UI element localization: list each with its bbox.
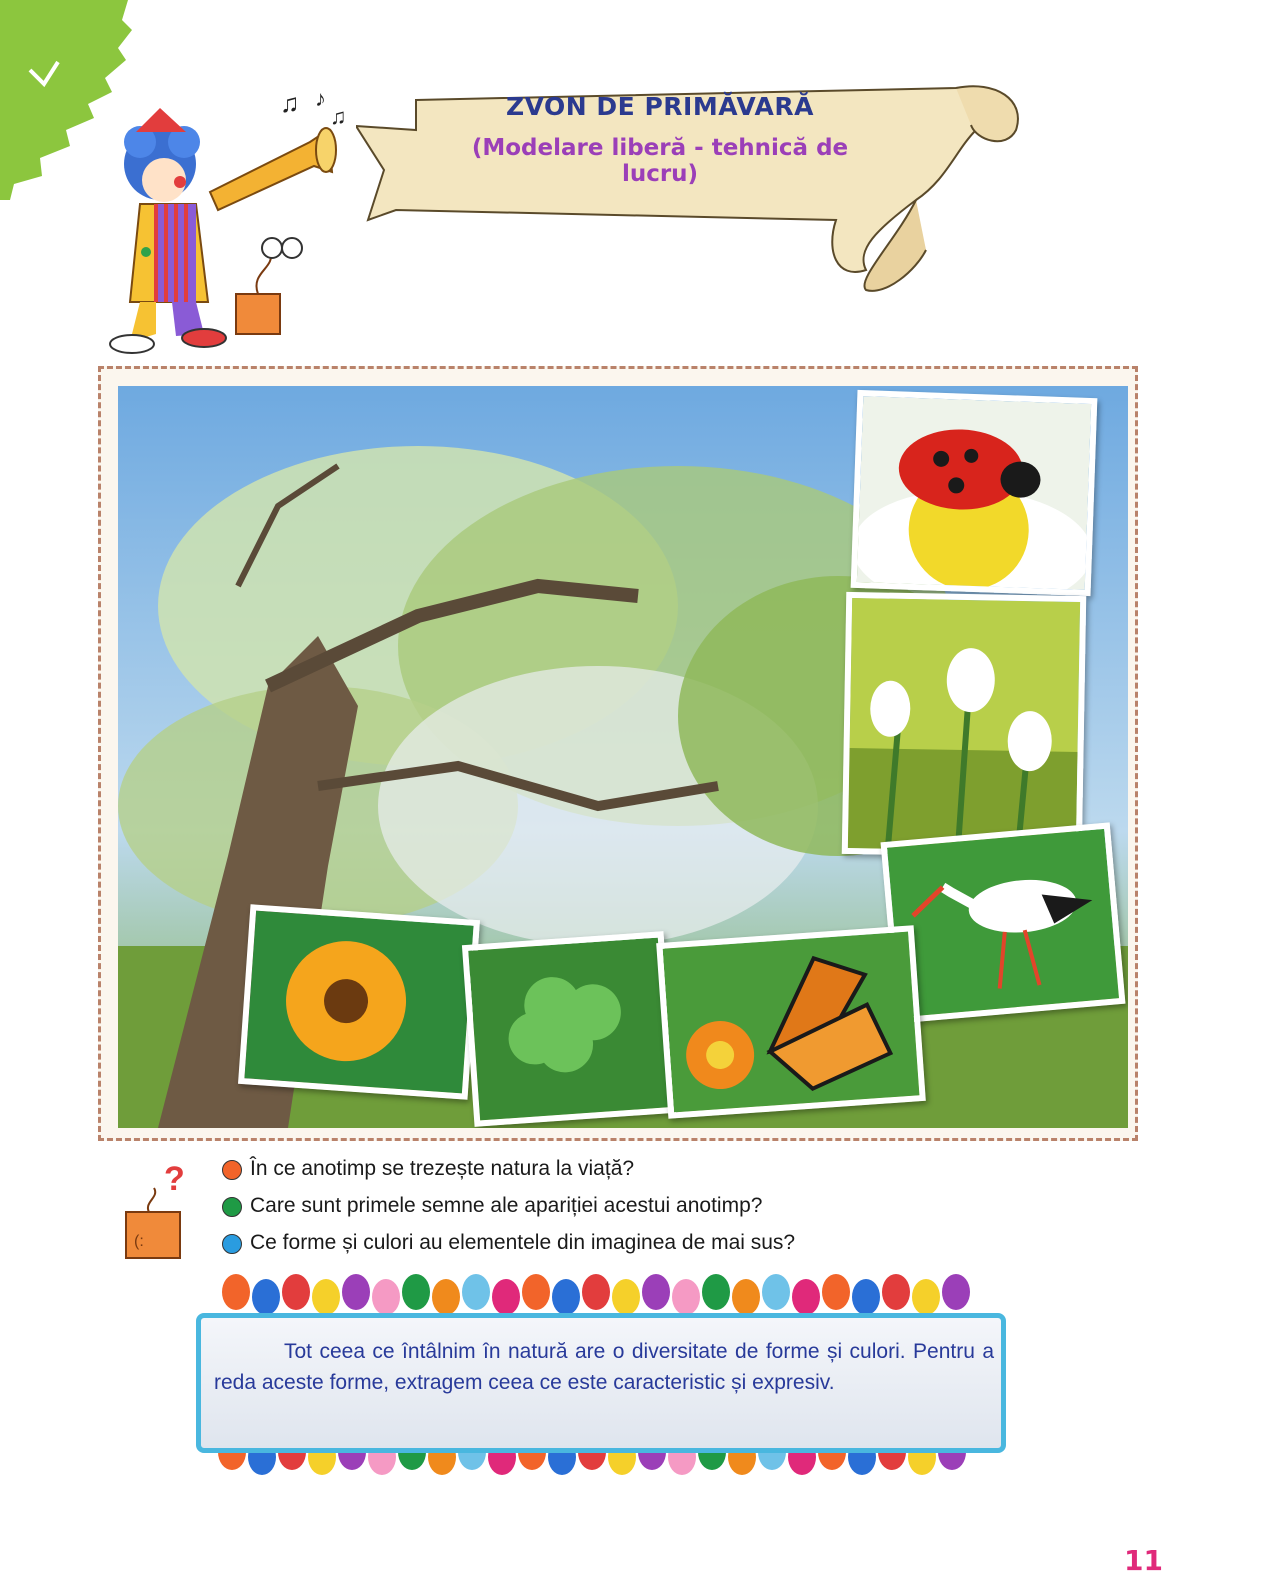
svg-text:♫: ♫ <box>280 88 300 118</box>
balloon <box>642 1274 670 1310</box>
clover-photo <box>462 931 676 1127</box>
balloon <box>762 1274 790 1310</box>
green-bullet-icon <box>222 1197 242 1217</box>
balloon <box>402 1274 430 1310</box>
svg-text:♫: ♫ <box>330 104 347 129</box>
balloon <box>312 1279 340 1315</box>
balloon <box>672 1279 700 1315</box>
balloon <box>612 1279 640 1315</box>
snowdrops-photo <box>842 592 1087 858</box>
clown-trumpeter-illustration <box>100 72 360 362</box>
ladybug-photo <box>851 390 1098 596</box>
orange-bullet-icon <box>222 1160 242 1180</box>
marigold-photo <box>238 904 480 1100</box>
balloon <box>492 1279 520 1315</box>
page-title: ZVON DE PRIMĂVARĂ <box>506 92 814 121</box>
music-notes-icon <box>280 86 347 129</box>
balloon <box>822 1274 850 1310</box>
question-3: Ce forme și culori au elementele din imaginea de mai sus? <box>250 1231 796 1254</box>
balloon <box>522 1274 550 1310</box>
balloon <box>372 1279 400 1315</box>
balloon <box>282 1274 310 1310</box>
info-text <box>214 1336 994 1398</box>
balloon <box>342 1274 370 1310</box>
info-paragraph: Tot ceea ce întâlnim în natură are o diversitate de forme și culori. Pentru a reda aceste forme, extragem ceea ce este caracteristic și expresiv. <box>214 1340 994 1394</box>
page-number: 11 <box>1124 1544 1163 1577</box>
balloon <box>732 1279 760 1315</box>
balloon <box>912 1279 940 1315</box>
balloon <box>252 1279 280 1315</box>
balloon <box>702 1274 730 1310</box>
balloon <box>882 1274 910 1310</box>
balloon <box>852 1279 880 1315</box>
question-1: În ce anotimp se trezește natura la viață? <box>250 1157 635 1180</box>
svg-text:?: ? <box>164 1160 185 1198</box>
balloon <box>222 1274 250 1310</box>
blue-bullet-icon <box>222 1234 242 1254</box>
svg-text:(:: (: <box>134 1233 144 1250</box>
balloon <box>552 1279 580 1315</box>
svg-text:♪: ♪ <box>315 86 326 111</box>
balloon <box>582 1274 610 1310</box>
page-subtitle: (Modelare liberă - tehnică de lucru) <box>471 135 849 187</box>
question-2: Care sunt primele semne ale apariției acestui anotimp? <box>250 1194 763 1217</box>
balloon <box>792 1279 820 1315</box>
butterfly-photo <box>656 925 926 1119</box>
balloon <box>462 1274 490 1310</box>
balloon <box>942 1274 970 1310</box>
spring-photo-collage <box>118 386 1128 1128</box>
balloon <box>432 1279 460 1315</box>
jack-in-the-box-question-icon <box>120 1154 200 1264</box>
